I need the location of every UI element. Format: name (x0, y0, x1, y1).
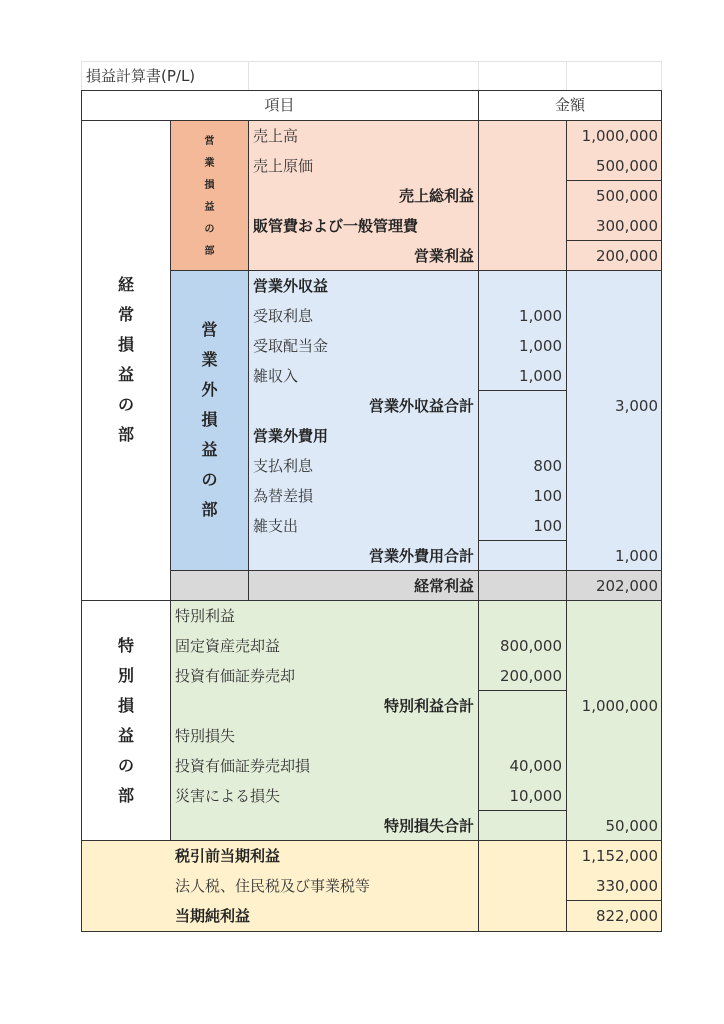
non-operating-expense-total-amount: 1,000 (615, 547, 658, 565)
net-income-label: 当期純利益 (175, 907, 251, 925)
special-loss-title: 特別損失 (175, 727, 236, 745)
ordinary-section-label: 経 常 損 益 の 部 (117, 275, 134, 444)
special-income-title: 特別利益 (175, 607, 236, 625)
special-income-total-label: 特別利益合計 (383, 697, 474, 715)
operating-profit-amount: 200,000 (595, 247, 658, 265)
non-operating-income-total-label: 営業外収益合計 (368, 397, 474, 415)
fixed-asset-gain-amount: 800,000 (499, 637, 562, 655)
fx-loss-amount: 100 (533, 487, 562, 505)
sga-label: 販管費および一般管理費 (253, 217, 419, 235)
misc-income-amount: 1,000 (519, 367, 562, 385)
misc-expense-label: 雑支出 (253, 517, 299, 535)
pretax-income-label: 税引前当期利益 (175, 847, 281, 865)
non-operating-expense-title: 営業外費用 (253, 427, 329, 445)
pretax-income-amount: 1,152,000 (581, 847, 658, 865)
securities-loss-amount: 40,000 (509, 757, 562, 775)
income-tax-label: 法人税、住民税及び事業税等 (175, 877, 371, 895)
non-operating-income-total-amount: 3,000 (615, 397, 658, 415)
sheet-title: 損益計算書(P/L) (86, 67, 196, 85)
special-loss-total-label: 特別損失合計 (383, 817, 474, 835)
special-loss-total-amount: 50,000 (605, 817, 658, 835)
fixed-asset-gain-label: 固定資産売却益 (175, 637, 281, 655)
interest-expense-label: 支払利息 (253, 457, 314, 475)
sga-amount: 300,000 (595, 217, 658, 235)
non-operating-section-label: 営 業 外 損 益 の 部 (201, 320, 218, 519)
non-operating-income-title: 営業外収益 (253, 277, 329, 295)
fx-loss-label: 為替差損 (253, 487, 314, 505)
header-amount: 金額 (554, 96, 585, 114)
ordinary-profit-amount: 202,000 (595, 577, 658, 595)
header-item: 項目 (264, 96, 295, 114)
misc-income-label: 雑収入 (253, 367, 299, 385)
ordinary-profit-label: 経常利益 (413, 577, 474, 595)
sales-amount: 1,000,000 (581, 127, 658, 145)
non-operating-expense-total-label: 営業外費用合計 (368, 547, 474, 565)
special-section-label: 特 別 損 益 の 部 (117, 636, 134, 805)
sales-label: 売上高 (253, 127, 299, 145)
gross-profit-amount: 500,000 (595, 187, 658, 205)
gross-profit-label: 売上総利益 (398, 187, 474, 205)
special-income-total-amount: 1,000,000 (581, 697, 658, 715)
securities-loss-label: 投資有価証券売却損 (175, 757, 311, 775)
income-tax-amount: 330,000 (595, 877, 658, 895)
operating-profit-label: 営業利益 (413, 247, 474, 265)
securities-gain-label: 投資有価証券売却 (175, 667, 296, 685)
interest-expense-amount: 800 (533, 457, 562, 475)
misc-expense-amount: 100 (533, 517, 562, 535)
net-income-amount: 822,000 (595, 907, 658, 925)
cogs-amount: 500,000 (595, 157, 658, 175)
interest-income-label: 受取利息 (253, 307, 314, 325)
dividend-income-label: 受取配当金 (253, 337, 329, 355)
disaster-loss-amount: 10,000 (509, 787, 562, 805)
cogs-label: 売上原価 (253, 157, 314, 175)
disaster-loss-label: 災害による損失 (175, 787, 281, 805)
operating-section-label: 営 業 損 益 の 部 (204, 136, 215, 257)
interest-income-amount: 1,000 (519, 307, 562, 325)
dividend-income-amount: 1,000 (519, 337, 562, 355)
securities-gain-amount: 200,000 (499, 667, 562, 685)
